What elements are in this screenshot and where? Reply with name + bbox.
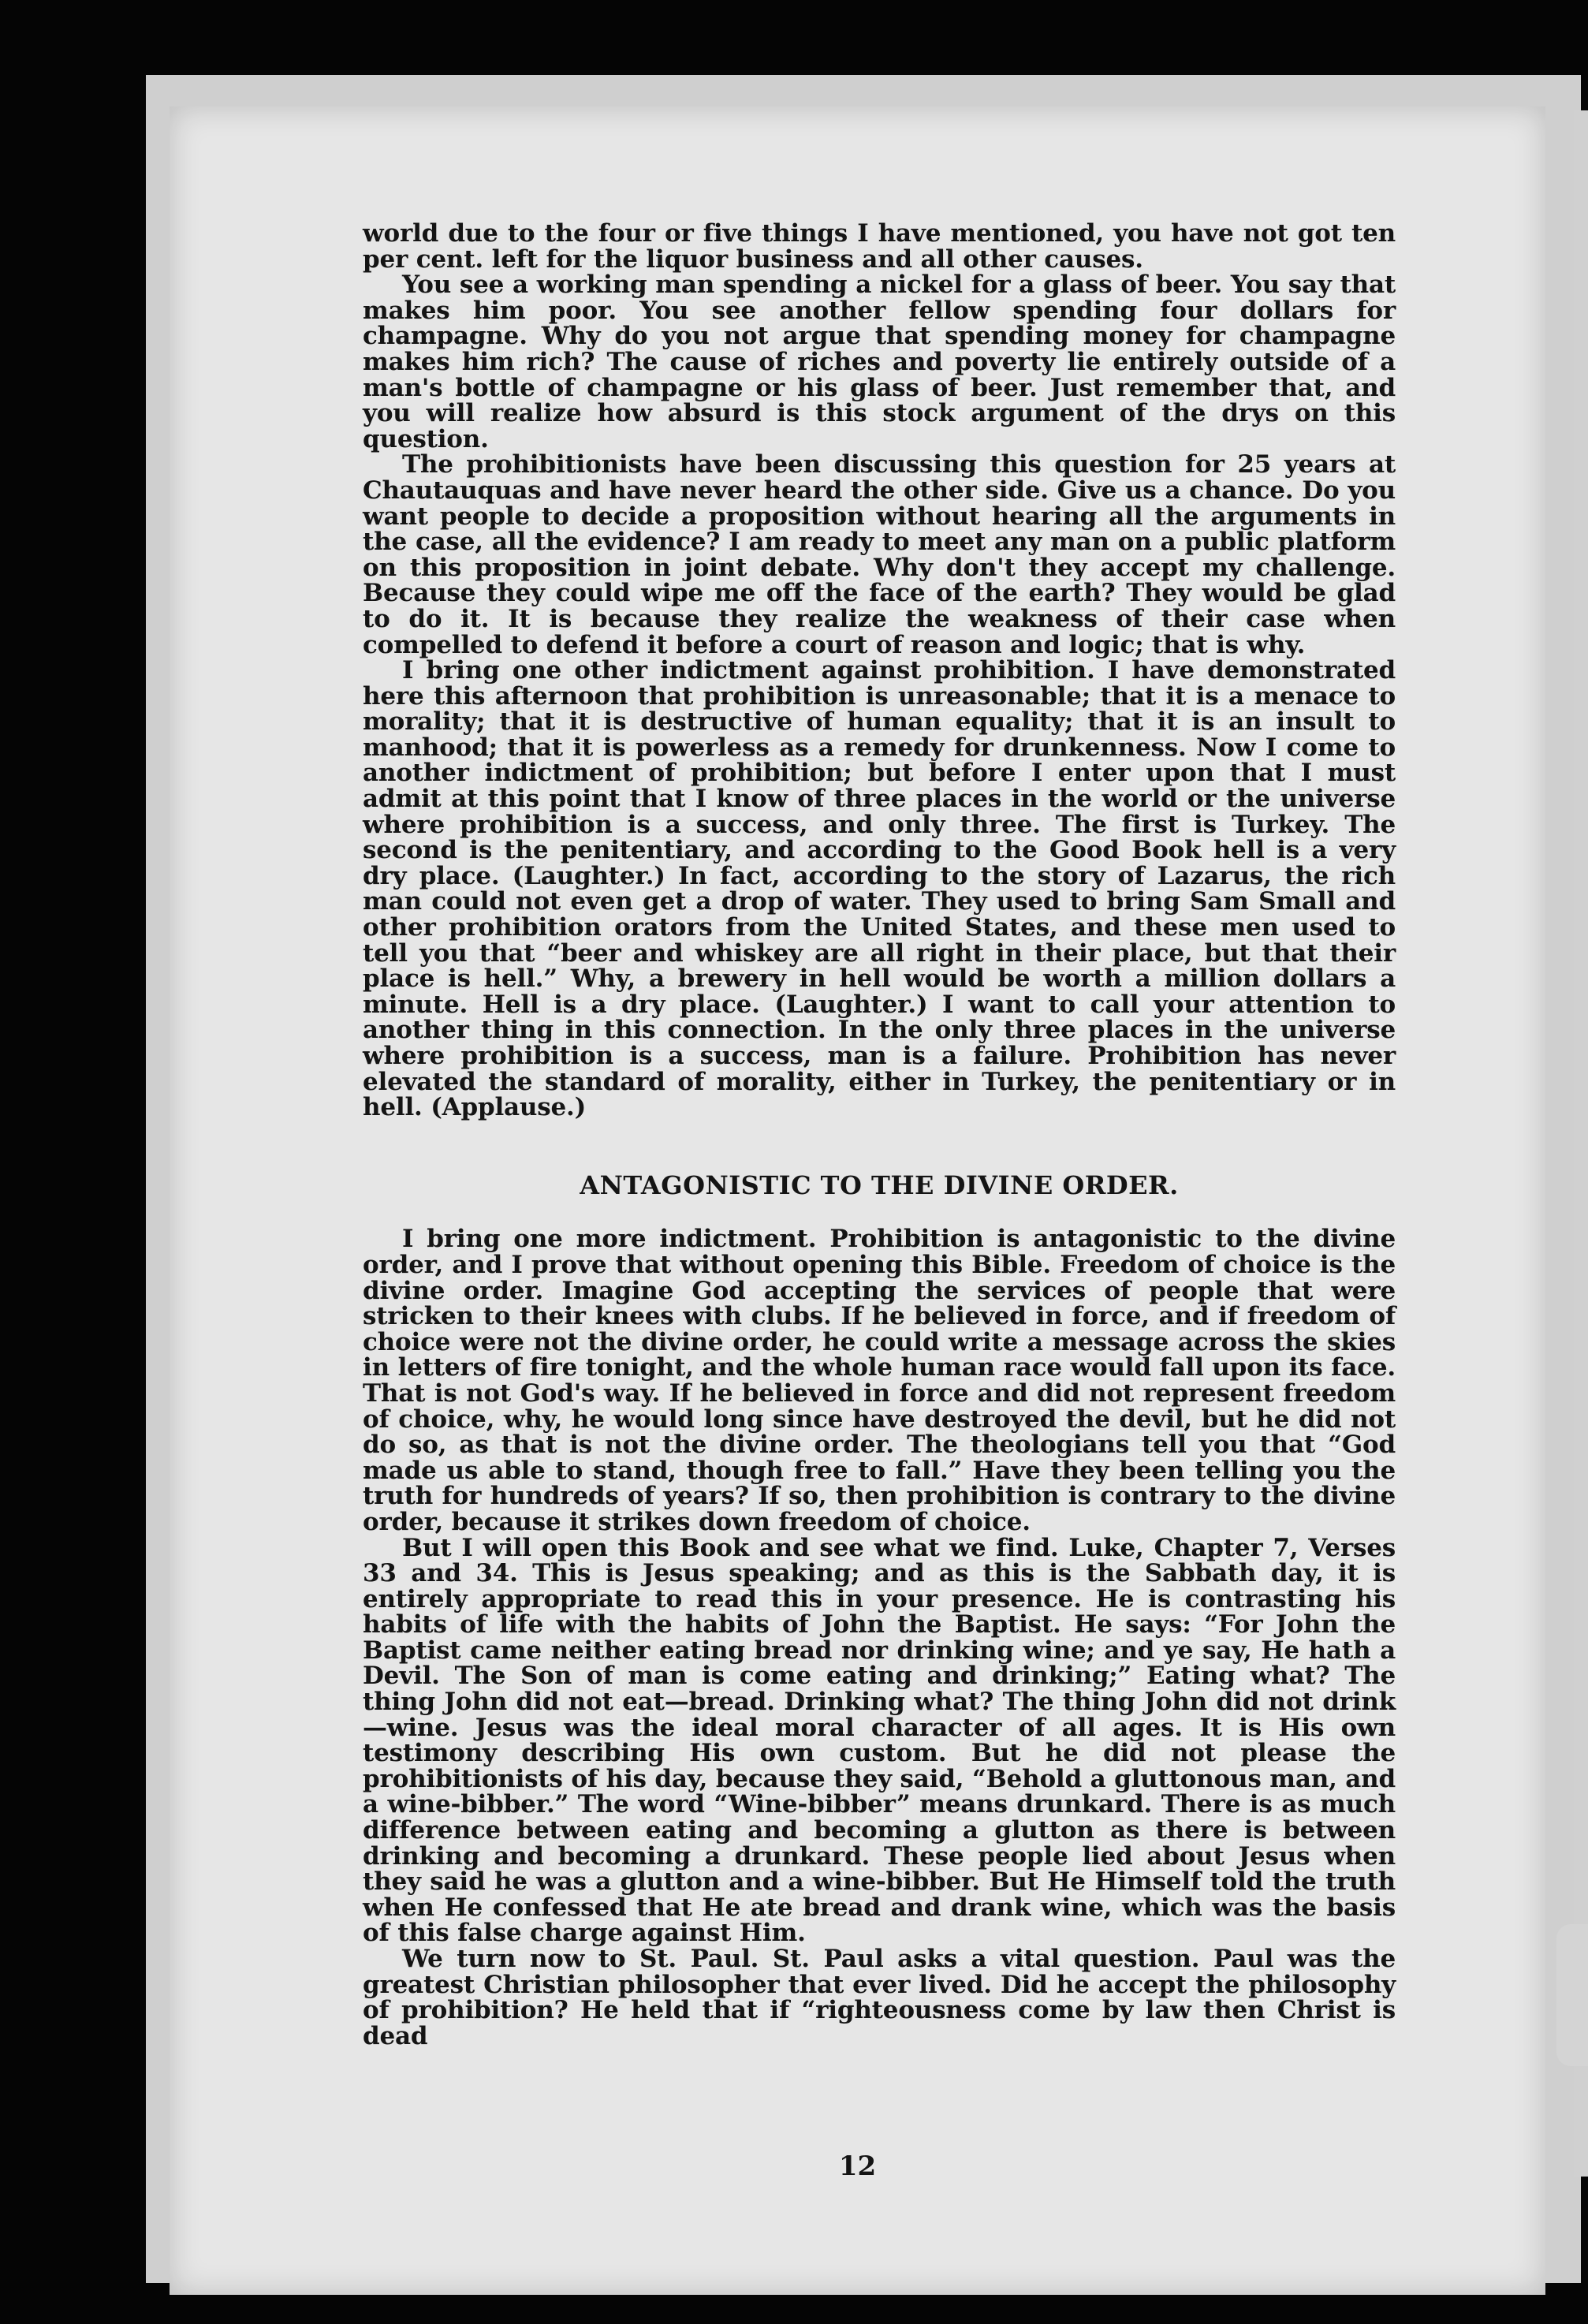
page-tab <box>1556 1924 1588 2066</box>
body-text <box>363 221 1396 2049</box>
paragraph: I bring one more indictment. Prohibition is antagonistic to the divine order, and I prove that without opening this Bible. Freedom of choice is the divine order. Imagine God accepting the services of people that were stricken to their knees with clubs. If he believed in force, and if freedom of choice were not the divine order, he could write a message across the skies in letters of fire tonight, and the whole human race would fall upon its face. That is not God's way. If he believed in force and did not represent freedom of choice, why, he would long since have destroyed the devil, but he did not do so, as that is not the divine order. The theologians tell you that “God made us able to stand, though free to fall.” Have they been telling you the truth for hundreds of years? If so, then prohibition is contrary to the divine order, because it strikes down freedom of choice. <box>363 1225 1396 1536</box>
page-number: 12 <box>838 2151 877 2182</box>
paragraph: world due to the four or five things I have mentioned, you have not got ten per cent. left for the liquor business and all other causes. <box>363 219 1396 274</box>
paragraph: You see a working man spending a nickel for a glass of beer. You say that makes him poor. You see another fellow spending four dollars for champagne. Why do you not argue that spending money for champagne makes him rich? The cause of riches and poverty lie entirely outside of a man's bottle of champagne or his glass of beer. Just remember that, and you will realize how absurd is this stock argument of the drys on this question. <box>363 270 1396 453</box>
paragraph: We turn now to St. Paul. St. Paul asks a vital question. Paul was the greatest Christian philosopher that ever lived. Did he accept the philosophy of prohibition? He held that if “righteousness come by law then Christ is dead <box>363 1945 1396 2050</box>
paragraph: The prohibitionists have been discussing this question for 25 years at Chautauquas and have never heard the other side. Give us a chance. Do you want people to decide a proposition without hearing all the arguments in the case, all the evidence? I am ready to meet any man on a public platform on this proposition in joint debate. Why don't they accept my challenge. Because they could wipe me off the face of the earth? They would be glad to do it. It is because they realize the weakness of their case when compelled to defend it before a court of reason and logic; that is why. <box>363 450 1396 659</box>
paragraph: I bring one other indictment against prohibition. I have demonstrated here this afternoon that prohibition is unreasonable; that it is a menace to morality; that it is destructive of human equality; that it is an insult to manhood; that it is powerless as a remedy for drunkenness. Now I come to another indictment of prohibition; but before I enter upon that I must admit at this point that I know of three places in the world or the universe where prohibition is a success, and only three. The first is Turkey. The second is the penitentiary, and according to the Good Book hell is a very dry place. (Laughter.) In fact, according to the story of Lazarus, the rich man could not even get a drop of water. They used to bring Sam Small and other prohibition orators from the United States, and these men used to tell you that “beer and whiskey are all right in their place, but that their place is hell.” Why, a brewery in hell would be worth a million dollars a minute. Hell is a dry place. (Laughter.) I want to call your attention to another thing in this connection. In the only three places in the universe where prohibition is a success, man is a failure. Prohibition has never elevated the standard of morality, either in Turkey, the penitentiary or in hell. (Applause.) <box>363 656 1396 1122</box>
paragraph: But I will open this Book and see what we find. Luke, Chapter 7, Verses 33 and 34. This is Jesus speaking; and as this is the Sabbath day, it is entirely appropriate to read this in your presence. He is contrasting his habits of life with the habits of John the Baptist. He says: “For John the Baptist came neither eating bread nor drinking wine; and ye say, He hath a Devil. The Son of man is come eating and drinking;” Eating what? The thing John did not eat—bread. Drinking what? The thing John did not drink—wine. Jesus was the ideal moral character of all ages. It is His own testimony describing His own custom. But he did not please the prohibitionists of his day, because they said, “Behold a gluttonous man, and a wine-bibber.” The word “Wine-bibber” means drunkard. There is as much difference between eating and becoming a glutton as there is between drinking and becoming a drunkard. These people lied about Jesus when they said he was a glutton and a wine-bibber. But He Himself told the truth when He confessed that He ate bread and drank wine, which was the basis of this false charge against Him. <box>363 1533 1396 1948</box>
section-heading: ANTAGONISTIC TO THE DIVINE ORDER. <box>580 1169 1179 1200</box>
adjacent-page-edge <box>1574 110 1588 2177</box>
